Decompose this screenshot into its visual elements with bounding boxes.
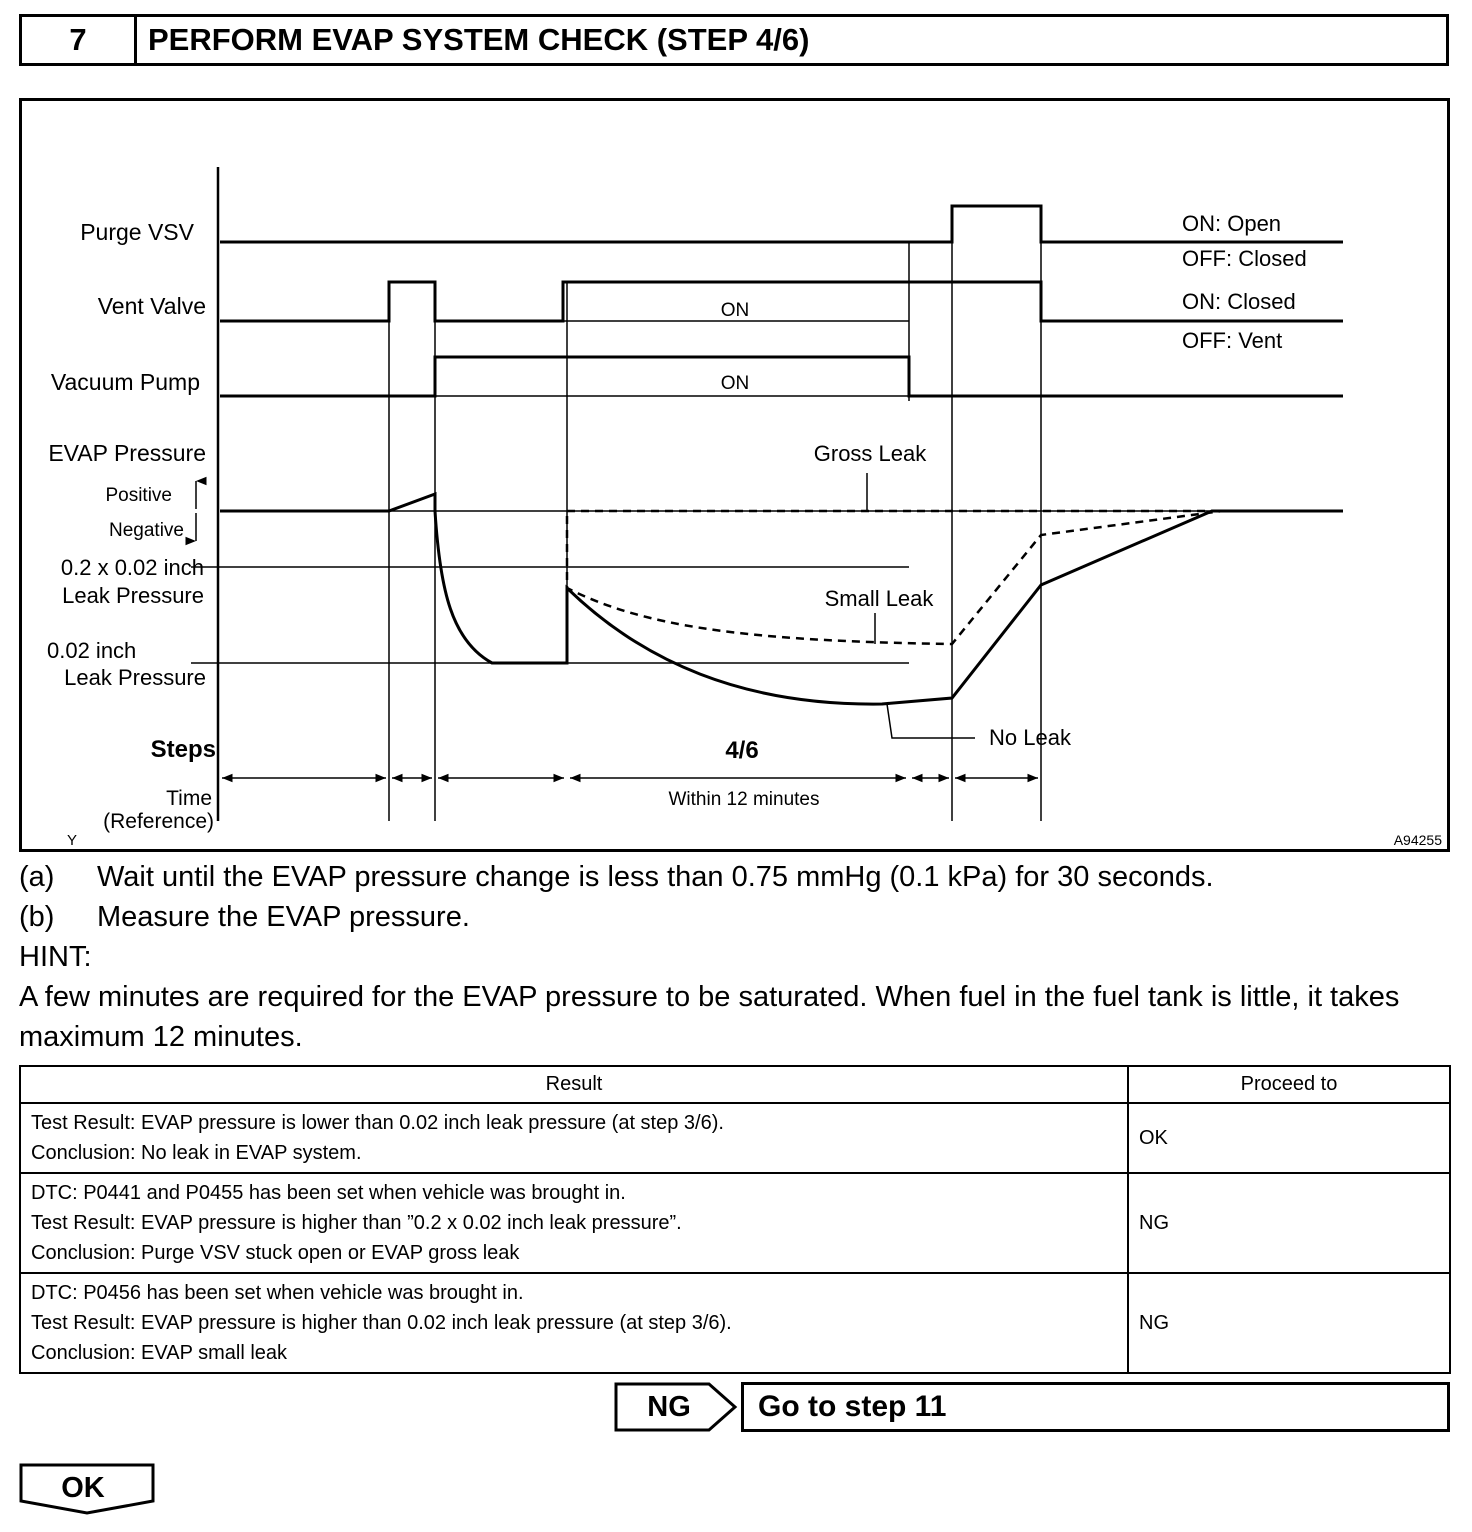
instruction-b-label: (b) xyxy=(19,901,55,933)
result-cell xyxy=(20,1273,1128,1373)
step-title: PERFORM EVAP SYSTEM CHECK (STEP 4/6) xyxy=(148,22,810,57)
leak-0.2x-label-1: 0.2 x 0.02 inch xyxy=(60,555,204,580)
small-leak-label: Small Leak xyxy=(824,586,934,611)
result-cell xyxy=(20,1173,1128,1273)
instruction-b-text: Measure the EVAP pressure. xyxy=(97,901,470,933)
hint-text-line-1: A few minutes are required for the EVAP pressure to be saturated. When fuel in the fuel tank is little, it takes xyxy=(19,981,1400,1013)
instruction-a xyxy=(19,857,1214,897)
vent-on-label: ON: Closed xyxy=(1182,289,1296,314)
vacuum-pump-on-label: ON xyxy=(720,373,750,394)
table-header-row xyxy=(20,1066,1450,1103)
evap-pressure-label: EVAP Pressure xyxy=(48,440,206,466)
timing-diagram-svg xyxy=(22,101,1447,849)
leak-0.2x-label-2: Leak Pressure xyxy=(62,583,204,608)
ok-arrow-box xyxy=(19,1463,155,1515)
steps-label: Steps xyxy=(150,736,216,763)
time-span-label: Within 12 minutes xyxy=(668,789,820,810)
figure-code: A94255 xyxy=(1393,832,1442,848)
vent-valve-on-label: ON xyxy=(720,300,750,321)
table-row xyxy=(20,1273,1450,1373)
no-leak-leader xyxy=(887,704,975,738)
ng-label: NG xyxy=(647,1391,691,1423)
y-mark: Y xyxy=(67,832,78,849)
goto-step-box xyxy=(741,1382,1450,1432)
proceed-column-header: Proceed to xyxy=(1128,1066,1450,1103)
result-line: Conclusion: EVAP small leak xyxy=(31,1342,288,1364)
purge-vsv-trace xyxy=(220,206,1343,242)
table-row xyxy=(20,1103,1450,1173)
small-leak-curve xyxy=(567,511,1222,644)
vent-valve-label: Vent Valve xyxy=(97,293,206,319)
results-table xyxy=(19,1065,1451,1374)
no-leak-label: No Leak xyxy=(989,725,1071,750)
result-column-header: Result xyxy=(20,1066,1128,1103)
step-value: 4/6 xyxy=(725,737,759,764)
purge-vsv-label: Purge VSV xyxy=(80,219,194,245)
instruction-a-text: Wait until the EVAP pressure change is less than 0.75 mmHg (0.1 kPa) for 30 seconds. xyxy=(97,861,1214,893)
vent-off-label: OFF: Vent xyxy=(1182,328,1283,353)
reference-label: (Reference) xyxy=(103,810,214,833)
timing-diagram xyxy=(19,98,1450,852)
step-number: 7 xyxy=(22,17,137,63)
vacuum-pump-label: Vacuum Pump xyxy=(50,369,200,395)
ng-arrow-box xyxy=(614,1382,738,1432)
result-cell xyxy=(20,1103,1128,1173)
leak-0.02-label-1: 0.02 inch xyxy=(47,638,137,663)
purge-off-label: OFF: Closed xyxy=(1182,246,1307,271)
step-header xyxy=(19,14,1449,66)
proceed-cell: NG xyxy=(1128,1273,1450,1373)
result-line: DTC: P0456 has been set when vehicle was brought in. xyxy=(31,1282,524,1304)
negative-label: Negative xyxy=(109,520,184,541)
proceed-cell: OK xyxy=(1128,1103,1450,1173)
result-line: Test Result: EVAP pressure is higher than 0.02 inch leak pressure (at step 3/6). xyxy=(31,1312,732,1334)
time-label: Time xyxy=(166,787,212,810)
result-line: Test Result: EVAP pressure is higher than ”0.2 x 0.02 inch leak pressure”. xyxy=(31,1212,682,1234)
leak-0.02-label-2: Leak Pressure xyxy=(64,665,206,690)
result-line: Test Result: EVAP pressure is lower than 0.02 inch leak pressure (at step 3/6). xyxy=(31,1112,724,1134)
instruction-b xyxy=(19,897,470,937)
result-line: Conclusion: Purge VSV stuck open or EVAP gross leak xyxy=(31,1242,520,1264)
table-row xyxy=(20,1173,1450,1273)
hint-text-line-2: maximum 12 minutes. xyxy=(19,1021,303,1053)
gross-leak-label: Gross Leak xyxy=(813,441,927,466)
ok-label: OK xyxy=(61,1472,105,1504)
result-line: DTC: P0441 and P0455 has been set when vehicle was brought in. xyxy=(31,1182,626,1204)
positive-label: Positive xyxy=(105,485,172,506)
instruction-a-label: (a) xyxy=(19,861,55,893)
purge-on-label: ON: Open xyxy=(1182,211,1282,236)
hint-label: HINT: xyxy=(19,941,92,973)
result-line: Conclusion: No leak in EVAP system. xyxy=(31,1142,362,1164)
vent-valve-trace xyxy=(220,282,1343,321)
goto-step-text: Go to step 11 xyxy=(758,1390,947,1423)
proceed-cell: NG xyxy=(1128,1173,1450,1273)
